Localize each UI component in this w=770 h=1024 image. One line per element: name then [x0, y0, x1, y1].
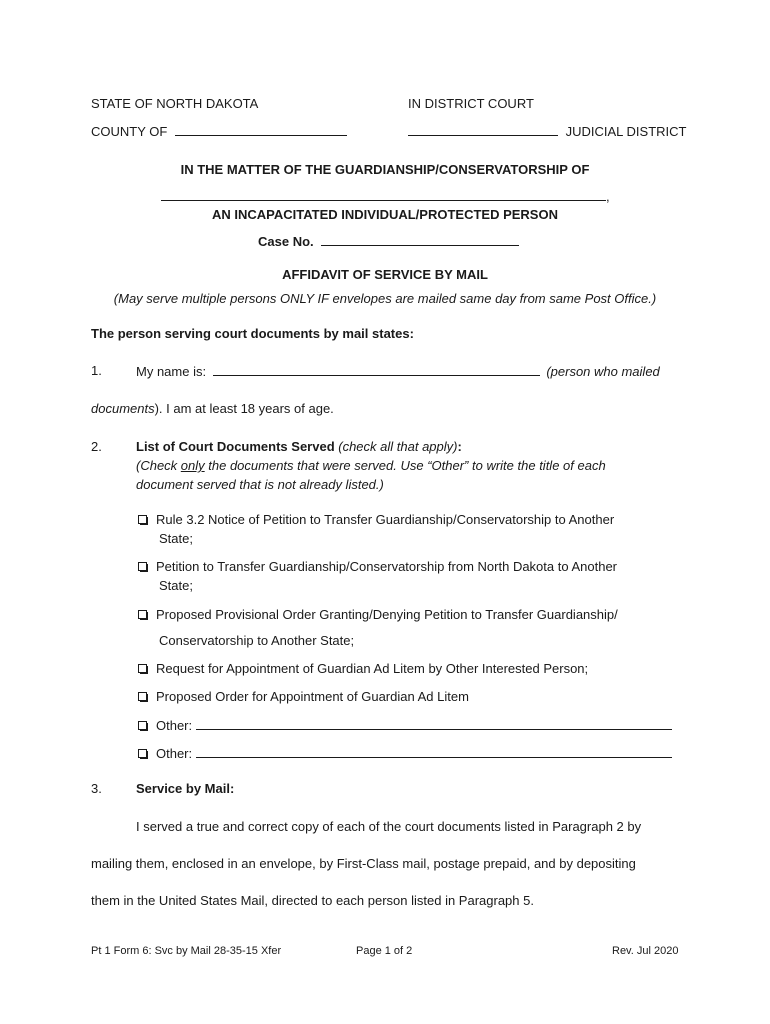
- para3-line1: I served a true and correct copy of each of the court documents listed in Paragraph 2 by: [136, 819, 642, 834]
- para3-heading: Service by Mail:: [136, 781, 235, 796]
- doc-item-4: [138, 661, 588, 676]
- footer-page-number: Page 1 of 2: [356, 945, 413, 957]
- doc-item-other-2: [138, 745, 672, 761]
- judicial-label: JUDICIAL DISTRICT: [565, 124, 687, 139]
- checkbox-icon[interactable]: [138, 515, 147, 524]
- other-label: Other:: [156, 746, 193, 761]
- instruction-text: (Check: [136, 458, 181, 473]
- ward-name-row: [161, 188, 610, 204]
- affidavit-title: AFFIDAVIT OF SERVICE BY MAIL: [282, 267, 488, 282]
- county-label: COUNTY OF: [91, 124, 168, 139]
- instruction-text-cont: the documents that were served. Use “Other” to write the title of each: [204, 458, 606, 473]
- checkbox-icon[interactable]: [138, 692, 147, 701]
- court-label: IN DISTRICT COURT: [408, 96, 534, 111]
- doc-item-2-cont: State;: [159, 578, 193, 593]
- state-label: STATE OF NORTH DAKOTA: [91, 96, 259, 111]
- para1-row: [136, 363, 660, 379]
- doc-item-3-cont: Conservatorship to Another State;: [159, 633, 355, 648]
- para1-number: 1.: [91, 363, 102, 378]
- intro-statement: The person serving court documents by mail states:: [91, 326, 414, 341]
- doc-item-label: Proposed Order for Appointment of Guardian Ad Litem: [156, 689, 469, 704]
- other-blank[interactable]: [196, 745, 672, 758]
- checkbox-icon[interactable]: [138, 610, 147, 619]
- name-label: My name is:: [136, 364, 207, 379]
- checkbox-icon[interactable]: [138, 749, 147, 758]
- person-type-heading: AN INCAPACITATED INDIVIDUAL/PROTECTED PERSON: [212, 207, 558, 222]
- documents-word: documents: [91, 401, 155, 416]
- doc-item-label: Petition to Transfer Guardianship/Conservatorship from North Dakota to Another: [156, 559, 618, 574]
- case-number-label: Case No.: [258, 234, 314, 249]
- judicial-row: [408, 123, 686, 139]
- para1-continuation: [91, 401, 334, 416]
- doc-item-3: [138, 607, 618, 622]
- county-row: [91, 123, 347, 139]
- para2-colon: :: [457, 439, 462, 454]
- age-statement: ). I am at least 18 years of age.: [154, 401, 334, 416]
- para2-instruction-line2: document served that is not already listed.): [136, 477, 384, 492]
- doc-item-label: Proposed Provisional Order Granting/Denying Petition to Transfer Guardianship/: [156, 607, 618, 622]
- doc-item-label: Request for Appointment of Guardian Ad Litem by Other Interested Person;: [156, 661, 589, 676]
- checkbox-icon[interactable]: [138, 664, 147, 673]
- checkbox-icon[interactable]: [138, 721, 147, 730]
- doc-item-1: [138, 512, 614, 527]
- para2-heading: List of Court Documents Served: [136, 439, 335, 454]
- para2-instruction-line1: [136, 458, 606, 473]
- doc-item-1-cont: State;: [159, 531, 193, 546]
- para3-number: 3.: [91, 781, 102, 796]
- checkbox-icon[interactable]: [138, 562, 147, 571]
- affidavit-note: (May serve multiple persons ONLY IF envelopes are mailed same day from same Post Office.): [113, 291, 657, 306]
- ward-comma: ,: [606, 189, 610, 204]
- doc-item-2: [138, 559, 617, 574]
- para2-heading-row: [136, 439, 462, 454]
- ward-name-blank[interactable]: [161, 188, 606, 201]
- doc-item-5: [138, 689, 469, 704]
- other-label: Other:: [156, 718, 193, 733]
- para2-heading-hint: (check all that apply): [334, 439, 458, 454]
- para3-line3: them in the United States Mail, directed to each person listed in Paragraph 5.: [91, 893, 534, 908]
- matter-heading: IN THE MATTER OF THE GUARDIANSHIP/CONSERVATORSHIP OF: [180, 162, 590, 177]
- other-blank[interactable]: [196, 717, 672, 730]
- footer-form-id: Pt 1 Form 6: Svc by Mail 28-35-15 Xfer: [91, 945, 282, 957]
- name-blank[interactable]: [213, 363, 540, 376]
- doc-item-label: Rule 3.2 Notice of Petition to Transfer Guardianship/Conservatorship to Another: [156, 512, 615, 527]
- doc-item-other-1: [138, 717, 672, 733]
- judicial-district-blank[interactable]: [408, 123, 558, 136]
- case-number-row: [258, 233, 519, 249]
- para2-number: 2.: [91, 439, 102, 454]
- instruction-only: only: [180, 458, 205, 473]
- footer-revision: Rev. Jul 2020: [612, 945, 679, 957]
- para3-line2: mailing them, enclosed in an envelope, by First-Class mail, postage prepaid, and by depositing: [91, 856, 636, 871]
- county-blank[interactable]: [175, 123, 347, 136]
- case-number-blank[interactable]: [321, 233, 519, 246]
- name-hint: (person who mailed: [546, 364, 660, 379]
